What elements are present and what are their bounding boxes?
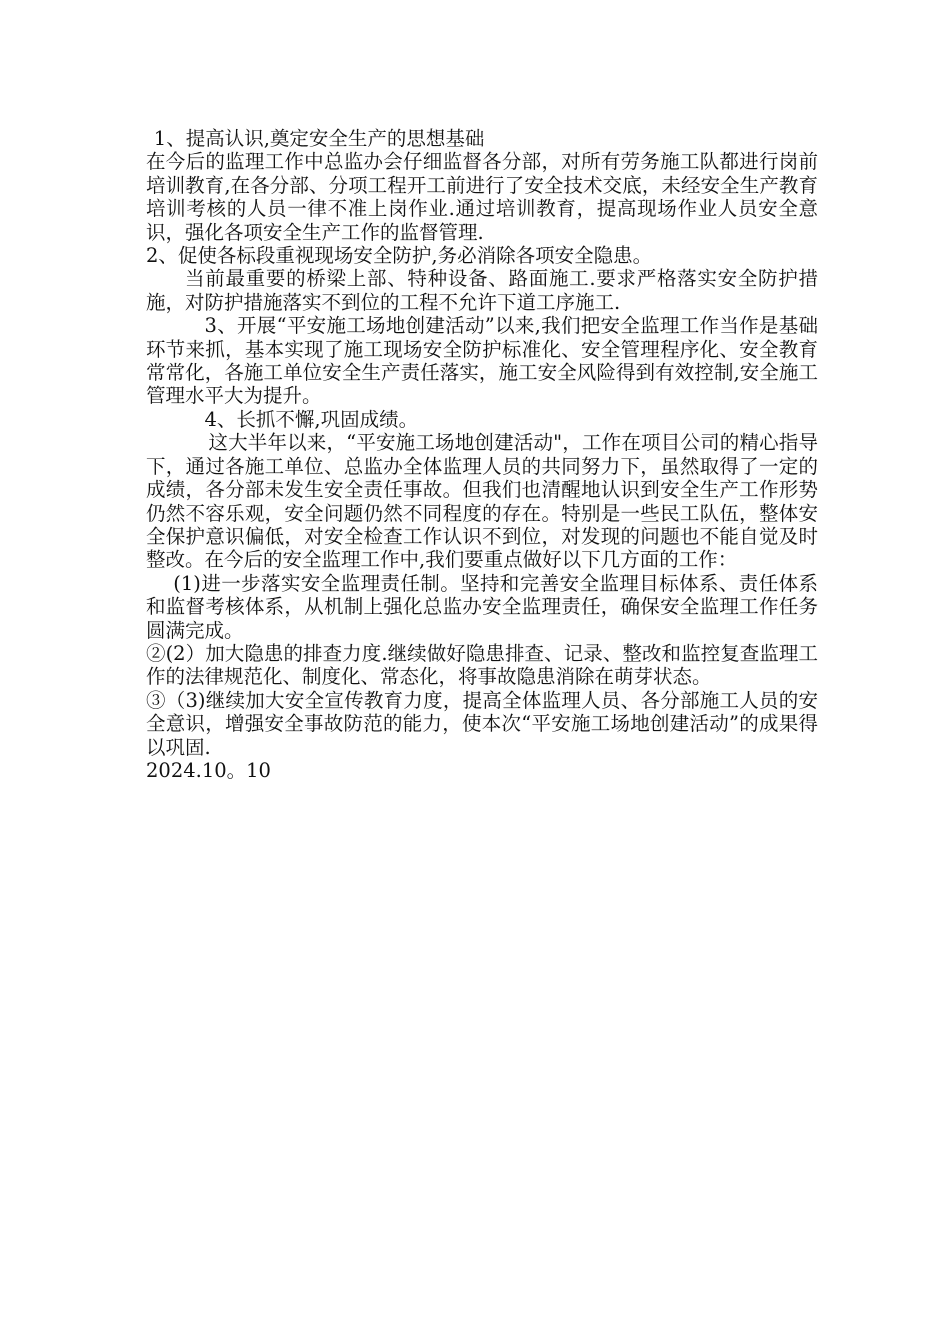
heading-4: 4、长抓不懈,巩固成绩。 <box>204 407 419 431</box>
paragraph-4: 这大半年以来，“平安施工场地创建活动"，工作在项目公司的精心指导下，通过各施工单位、总监办全体监理人员的共同努力下，虽然取得了一定的成绩，各分部未发生安全责任事故。但我们也清醒地认识到安全生产工作形势仍然不容乐观，安全问题仍然不同程度的存在。特别是一些民工队伍，整体安全保护意识偏低，对安全检查工作认识不到位，对发现的问题也不能自觉及时整改。在今后的安全监理工作中,我们要重点做好以下几方面的工作： <box>146 431 818 572</box>
item-3: ③（3)继续加大安全宣传教育力度，提高全体监理人员、各分部施工人员的安全意识，增强安全事故防范的能力，使本次“平安施工场地创建活动”的成果得以巩固. <box>146 688 818 759</box>
heading-1: 1、提高认识,奠定安全生产的思想基础 <box>153 127 485 150</box>
item-1: (1)进一步落实安全监理责任制。坚持和完善安全监理目标体系、责任体系和监督考核体系，从机制上强化总监办安全监理责任，确保安全监理工作任务圆满完成。 <box>146 571 818 642</box>
paragraph-2: 当前最重要的桥梁上部、特种设备、路面施工.要求严格落实安全防护措施，对防护措施落实不到位的工程不允许下道工序施工. <box>146 267 818 314</box>
heading-2: 2、促使各标段重视现场安全防护,务必消除各项安全隐患。 <box>146 244 653 268</box>
document-body <box>146 127 818 782</box>
document-date: 2024.10。10 <box>146 758 271 782</box>
paragraph-3: 3、开展“平安施工场地创建活动”以来,我们把安全监理工作当作是基础环节来抓，基本实现了施工现场安全防护标准化、安全管理程序化、安全教育常常化，各施工单位安全生产责任落实，施工安全风险得到有效控制,安全施工管理水平大为提升。 <box>146 314 818 408</box>
item-2: ②(2）加大隐患的排查力度.继续做好隐患排查、记录、整改和监控复查监理工作的法律规范化、制度化、常态化，将事故隐患消除在萌芽状态。 <box>146 641 818 689</box>
paragraph-1: 在今后的监理工作中总监办会仔细监督各分部，对所有劳务施工队都进行岗前培训教育,在各分部、分项工程开工前进行了安全技术交底，未经安全生产教育培训考核的人员一律不准上岗作业.通过培训教育，提高现场作业人员安全意识，强化各项安全生产工作的监督管理. <box>146 150 818 244</box>
